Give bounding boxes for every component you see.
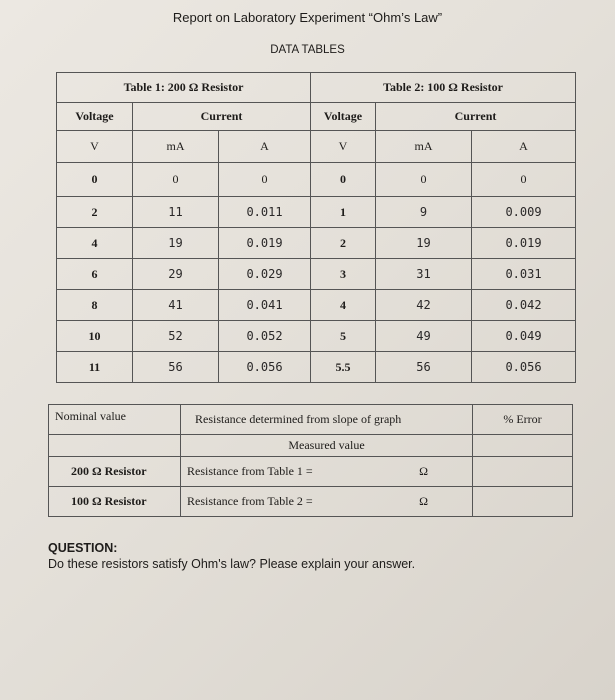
table2-cell-voltage: 5.5 <box>311 352 376 383</box>
table1-cell-ma: 19 <box>133 228 219 259</box>
table2-unit-a: A <box>472 131 576 163</box>
table2-cell-ma: 9 <box>376 197 472 228</box>
table1-unit-v: V <box>57 131 133 163</box>
table1-cell-amps: 0.056 <box>219 352 311 383</box>
table1-cell-voltage: 4 <box>57 228 133 259</box>
row-100-unit: Ω <box>419 494 428 508</box>
row-100-label: 100 Ω Resistor <box>49 487 181 517</box>
table-row <box>57 197 576 228</box>
row-200-error <box>473 457 573 487</box>
row-200-label: 200 Ω Resistor <box>49 457 181 487</box>
table2-unit-ma: mA <box>376 131 472 163</box>
table1-cell-voltage: 8 <box>57 290 133 321</box>
table2-cell-voltage: 0 <box>311 163 376 197</box>
table2-cell-amps: 0 <box>472 163 576 197</box>
table2-cell-amps: 0.009 <box>472 197 576 228</box>
table2-cell-voltage: 3 <box>311 259 376 290</box>
table1-cell-amps: 0.029 <box>219 259 311 290</box>
table2-cell-ma: 19 <box>376 228 472 259</box>
table2-cell-ma: 0 <box>376 163 472 197</box>
table1-cell-voltage: 6 <box>57 259 133 290</box>
table1-cell-amps: 0.019 <box>219 228 311 259</box>
nominal-value-header: Nominal value <box>49 405 181 435</box>
slope-header: Resistance determined from slope of graph <box>181 405 473 435</box>
table2-cell-voltage: 1 <box>311 197 376 228</box>
table1-current-header: Current <box>133 103 311 131</box>
table1-cell-voltage: 0 <box>57 163 133 197</box>
table1-unit-ma: mA <box>133 131 219 163</box>
table2-caption: Table 2: 100 Ω Resistor <box>311 73 576 103</box>
table2-cell-ma: 31 <box>376 259 472 290</box>
table1-cell-ma: 0 <box>133 163 219 197</box>
question-block <box>48 540 415 572</box>
table1-unit-a: A <box>219 131 311 163</box>
table-row <box>57 352 576 383</box>
table-row <box>57 321 576 352</box>
table2-cell-amps: 0.031 <box>472 259 576 290</box>
question-text: Do these resistors satisfy Ohm's law? Please explain your answer. <box>48 557 416 571</box>
row-100-measured <box>181 487 473 517</box>
table2-cell-amps: 0.049 <box>472 321 576 352</box>
data-tables-grid <box>56 72 576 383</box>
table1-cell-ma: 11 <box>133 197 219 228</box>
table1-cell-ma: 56 <box>133 352 219 383</box>
table1-caption: Table 1: 200 Ω Resistor <box>57 73 311 103</box>
table2-cell-ma: 56 <box>376 352 472 383</box>
blank-cell <box>49 435 181 457</box>
table2-cell-voltage: 4 <box>311 290 376 321</box>
table2-cell-ma: 49 <box>376 321 472 352</box>
row-100-text: Resistance from Table 2 = <box>187 494 313 508</box>
row-200-measured <box>181 457 473 487</box>
blank-cell <box>473 435 573 457</box>
percent-error-header: % Error <box>473 405 573 435</box>
table1-cell-amps: 0.052 <box>219 321 311 352</box>
table1-cell-voltage: 2 <box>57 197 133 228</box>
table1-cell-amps: 0 <box>219 163 311 197</box>
data-tables-heading: DATA TABLES <box>270 44 345 56</box>
table1-cell-amps: 0.041 <box>219 290 311 321</box>
row-200-text: Resistance from Table 1 = <box>187 464 313 478</box>
table2-cell-amps: 0.042 <box>472 290 576 321</box>
table1-cell-voltage: 11 <box>57 352 133 383</box>
table2-cell-ma: 42 <box>376 290 472 321</box>
table-row <box>57 259 576 290</box>
page-title: Report on Laboratory Experiment “Ohm’s Law” <box>172 10 443 25</box>
question-label: QUESTION: <box>48 541 118 555</box>
table2-unit-v: V <box>311 131 376 163</box>
table2-cell-amps: 0.019 <box>472 228 576 259</box>
table2-cell-voltage: 5 <box>311 321 376 352</box>
row-100-error <box>473 487 573 517</box>
table2-cell-amps: 0.056 <box>472 352 576 383</box>
table-row <box>57 228 576 259</box>
table2-current-header: Current <box>376 103 576 131</box>
table2-voltage-header: Voltage <box>311 103 376 131</box>
resistance-table <box>48 404 573 517</box>
table1-cell-ma: 41 <box>133 290 219 321</box>
table1-voltage-header: Voltage <box>57 103 133 131</box>
table1-cell-amps: 0.011 <box>219 197 311 228</box>
table-row <box>57 290 576 321</box>
table1-cell-voltage: 10 <box>57 321 133 352</box>
table-row <box>57 163 576 197</box>
row-200-unit: Ω <box>419 464 428 478</box>
table1-cell-ma: 29 <box>133 259 219 290</box>
table1-cell-ma: 52 <box>133 321 219 352</box>
measured-value-label: Measured value <box>181 435 473 457</box>
table2-cell-voltage: 2 <box>311 228 376 259</box>
